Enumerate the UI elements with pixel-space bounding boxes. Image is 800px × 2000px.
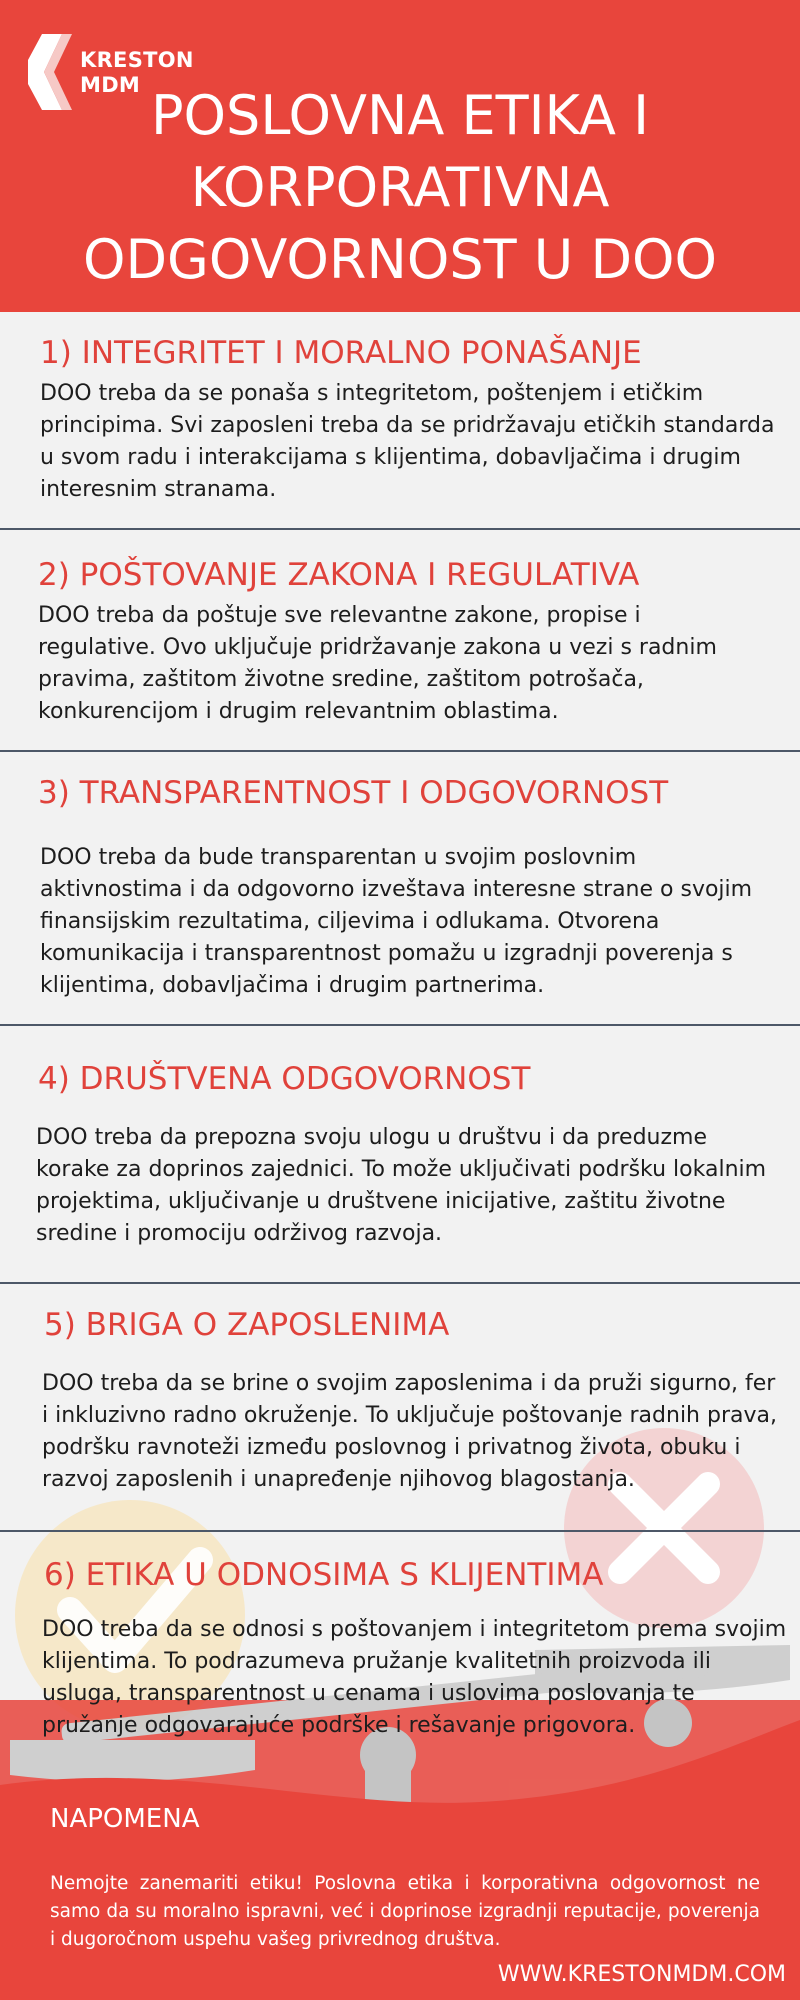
section-body: DOO treba da se brine o svojim zaposlenima i da pruži sigurno, fer i inkluzivno radno okruženje. To uključuje poštovanje radnih prava, podršku ravnoteži između poslovnog i privatnog života, obuku i razvoj zaposlenih i unapređenje njihovog blagostanja. [42, 1371, 777, 1492]
section-heading: 4) DRUŠTVENA ODGOVORNOST [38, 1061, 531, 1097]
section-divider [0, 1530, 800, 1532]
section-divider [0, 1024, 800, 1026]
section-divider [0, 1282, 800, 1284]
section-heading: 5) BRIGA O ZAPOSLENIMA [44, 1307, 450, 1343]
section-heading: 2) POŠTOVANJE ZAKONA I REGULATIVA [38, 557, 640, 593]
section-divider [0, 750, 800, 752]
note-band-background [0, 1700, 800, 2000]
section-body: DOO treba da prepozna svoju ulogu u društvu i da preduzme korake za doprinos zajednici. To može uključivati podršku lokalnim projektima, uključivanje u društvene inicijative, zaštitu životne sredine i promociju održivog razvoja. [36, 1125, 767, 1246]
note-title: NAPOMENA [50, 1804, 200, 1834]
section-body: DOO treba da se odnosi s poštovanjem i integritetom prema svojim klijentima. To podrazumeva pružanje kvalitetnih proizvoda ili usluga, transparentnost u cenama i uslovima poslovanja te pružanje odgovarajuće podrške i rešavanje prigovora. [42, 1617, 787, 1738]
logo-name-line1: KRESTON [80, 48, 194, 72]
section-heading: 1) INTEGRITET I MORALNO PONAŠANJE [40, 335, 642, 371]
section-body: DOO treba da poštuje sve relevantne zakone, propise i regulative. Ovo uključuje pridržavanje zakona u vezi s radnim pravima, zaštitom životne sredine, zaštitom potrošača, konkurencijom i drugim relevantnim oblastima. [38, 603, 717, 724]
logo-name-line2: MDM [80, 73, 141, 97]
note-text: Nemojte zanemariti etiku! Poslovna etika i korporativna odgovornost ne samo da su moralno ispravni, već i doprinose izgradnji reputacije, poverenja i dugoročnom uspehu vašeg privrednog društva. [50, 1873, 760, 1950]
section-heading: 6) ETIKA U ODNOSIMA S KLIJENTIMA [44, 1557, 604, 1593]
section-divider [0, 528, 800, 530]
section-heading: 3) TRANSPARENTNOST I ODGOVORNOST [38, 775, 669, 811]
section-body: DOO treba da bude transparentan u svojim poslovnim aktivnostima i da odgovorno izveštava interesne strane o svojim finansijskim rezultatima, ciljevima i odlukama. Otvorena komunikacija i transparentnost pomažu u izgradnji poverenja s klijentima, dobavljačima i drugim partnerima. [40, 845, 753, 998]
page-title-line1: POSLOVNA ETIKA I [150, 84, 650, 147]
website-link[interactable]: WWW.KRESTONMDM.COM [497, 1962, 786, 1987]
page-title-line3: ODGOVORNOST U DOO [82, 228, 718, 291]
page-title-line2: KORPORATIVNA [190, 156, 610, 219]
section-body: DOO treba da se ponaša s integritetom, poštenjem i etičkim principima. Svi zaposleni treba da se pridržavaju etičkih standarda u svom radu i interakcijama s klijentima, dobavljačima i drugim interesnim stranama. [40, 381, 775, 502]
